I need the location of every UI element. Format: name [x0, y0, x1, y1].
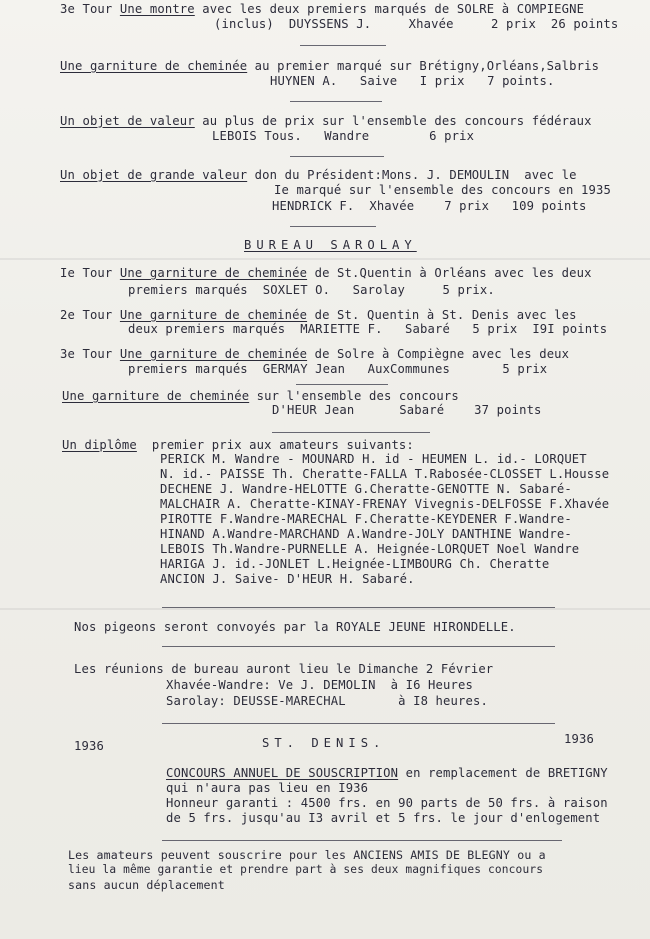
text-line: Un diplôme premier prix aux amateurs suivants: — [62, 438, 414, 452]
text-line: HENDRICK F. Xhavée 7 prix 109 points — [272, 199, 587, 213]
separator-rule — [162, 607, 555, 608]
text-line: premiers marqués SOXLET O. Sarolay 5 prix. — [128, 283, 495, 297]
separator-rule — [272, 432, 430, 433]
text-line: Sarolay: DEUSSE-MARECHAL à I8 heures. — [166, 694, 488, 708]
text-line: Honneur garanti : 4500 frs. en 90 parts de 50 frs. à raison — [166, 796, 608, 810]
text-line: PERICK M. Wandre - MOUNARD H. id - HEUMEN L. id.- LORQUET — [160, 452, 587, 466]
section-heading-st-denis: ST. DENIS. — [262, 736, 386, 750]
text-line: lieu la même garantie et prendre part à ses deux magnifiques concours — [68, 863, 544, 876]
text-line: HINAND A.Wandre-MARCHAND A.Wandre-JOLY DANTHINE Wandre- — [160, 527, 572, 541]
text-line: HARIGA J. id.-JONLET L.Heignée-LIMBOURG Ch. Cheratte — [160, 557, 550, 571]
separator-rule — [162, 646, 555, 647]
text-line: Une garniture de cheminée sur l'ensemble des concours — [62, 389, 459, 403]
separator-rule — [162, 840, 562, 841]
text-line: deux premiers marqués MARIETTE F. Sabaré 5 prix I9I points — [128, 322, 608, 336]
text-line: LEBOIS Th.Wandre-PURNELLE A. Heignée-LORQUET Noel Wandre — [160, 542, 580, 556]
separator-rule — [290, 156, 384, 157]
text-line: Une garniture de cheminée au premier marqué sur Brétigny,Orléans,Salbris — [60, 59, 600, 73]
separator-rule — [296, 384, 388, 385]
year-left: 1936 — [74, 739, 104, 753]
text-line: CONCOURS ANNUEL DE SOUSCRIPTION en remplacement de BRETIGNY — [166, 766, 608, 780]
text-line: (inclus) DUYSSENS J. Xhavée 2 prix 26 points — [214, 17, 619, 31]
text-line: Les amateurs peuvent souscrire pour les ANCIENS AMIS DE BLEGNY ou a — [68, 848, 546, 862]
separator-rule — [300, 45, 386, 46]
text-line: Nos pigeons seront convoyés par la ROYALE JEUNE HIRONDELLE. — [74, 620, 516, 634]
text-line: Ie Tour Une garniture de cheminée de St.Quentin à Orléans avec les deux — [60, 266, 592, 280]
text-line: 3e Tour Une montre avec les deux premiers marqués de SOLRE à COMPIEGNE — [60, 2, 585, 16]
text-line: PIROTTE F.Wandre-MARECHAL F.Cheratte-KEYDENER F.Wandre- — [160, 512, 572, 526]
text-line: ANCION J. Saive- D'HEUR H. Sabaré. — [160, 572, 415, 586]
separator-rule — [290, 226, 376, 227]
text-line: N. id.- PAISSE Th. Cheratte-FALLA T.Rabosée-CLOSSET L.Housse — [160, 467, 610, 481]
text-line: DECHENE J. Wandre-HELOTTE G.Cheratte-GENOTTE N. Sabaré- — [160, 482, 572, 496]
text-line: HUYNEN A. Saive I prix 7 points. — [270, 74, 555, 88]
text-line: Les réunions de bureau auront lieu le Dimanche 2 Février — [74, 662, 494, 676]
year-right: 1936 — [564, 732, 594, 746]
text-line: 2e Tour Une garniture de cheminée de St. Quentin à St. Denis avec les — [60, 308, 577, 322]
text-line: sans aucun déplacement — [68, 878, 225, 892]
paper-fold-line — [0, 608, 650, 610]
text-line: LEBOIS Tous. Wandre 6 prix — [212, 129, 475, 143]
text-line: D'HEUR Jean Sabaré 37 points — [272, 403, 542, 417]
text-line: de 5 frs. jusqu'au I3 avril et 5 frs. le jour d'enlogement — [166, 811, 601, 825]
paper-fold-line — [0, 258, 650, 260]
section-heading-bureau-sarolay: BUREAU SAROLAY — [244, 238, 417, 252]
text-line: Un objet de valeur au plus de prix sur l'ensemble des concours fédéraux — [60, 114, 592, 128]
text-line: qui n'aura pas lieu en I936 — [166, 781, 369, 795]
text-line: premiers marqués GERMAY Jean AuxCommunes 5 prix — [128, 362, 548, 376]
text-line: 3e Tour Une garniture de cheminée de Solre à Compiègne avec les deux — [60, 347, 570, 361]
separator-rule — [162, 723, 555, 724]
text-line: Un objet de grande valeur don du Président:Mons. J. DEMOULIN avec le — [60, 168, 577, 182]
separator-rule — [290, 101, 382, 102]
text-line: Xhavée-Wandre: Ve J. DEMOLIN à I6 Heures — [166, 678, 473, 692]
text-line: Ie marqué sur l'ensemble des concours en 1935 — [274, 183, 611, 197]
text-line: MALCHAIR A. Cheratte-KINAY-FRENAY Vivegnis-DELFOSSE F.Xhavée — [160, 497, 610, 511]
